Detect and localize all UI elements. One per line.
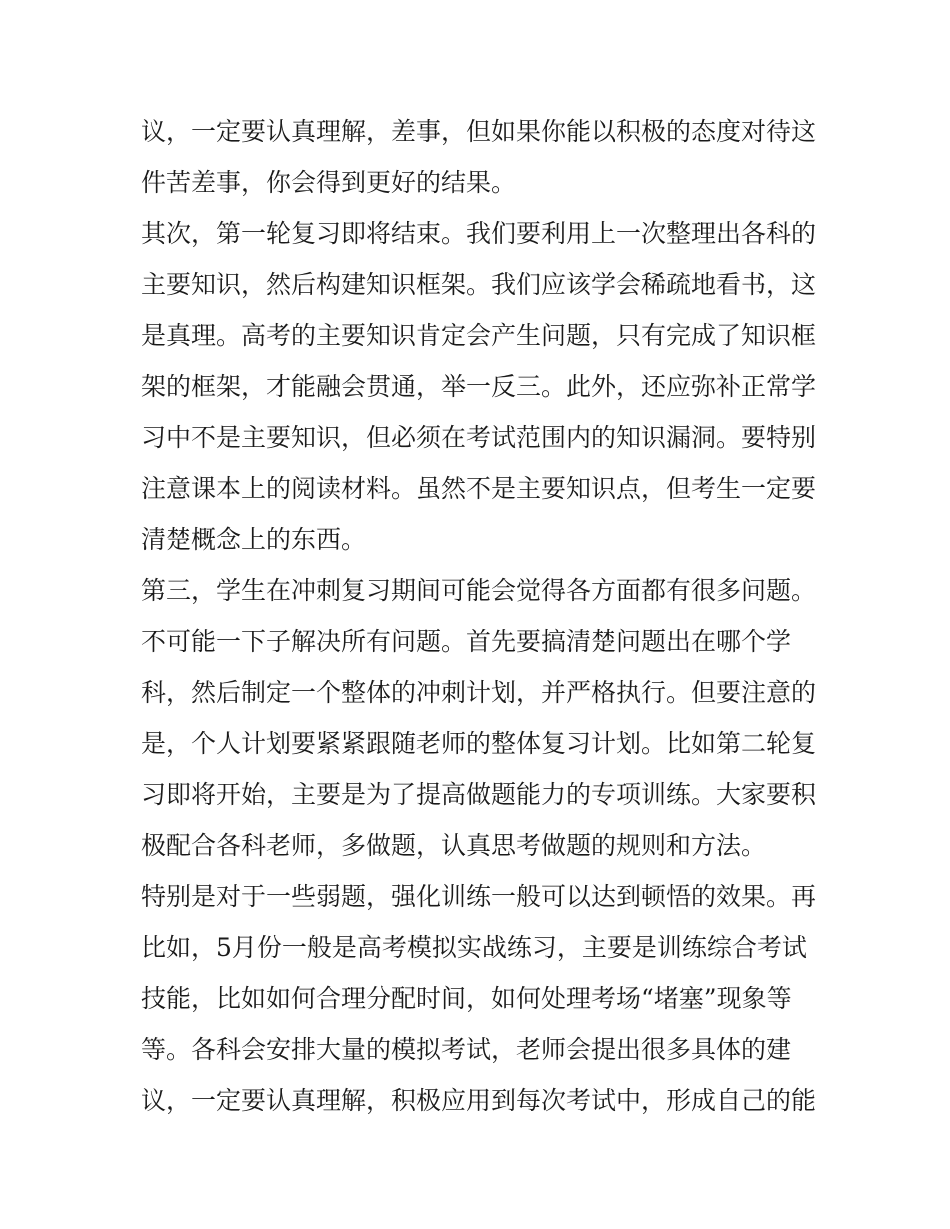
text-line: 不可能一下子解决所有问题。首先要搞清楚问题出在哪个学	[141, 627, 792, 656]
text-line: 习中不是主要知识，但必须在考试范围内的知识漏洞。要特别	[141, 423, 817, 452]
text-line: 第三，学生在冲刺复习期间可能会觉得各方面都有很多问题。	[141, 576, 817, 605]
text-line: 极配合各科老师，多做题，认真思考做题的规则和方法。	[141, 831, 767, 860]
text-line: 技能，比如如何合理分配时间，如何处理考场“堵塞”现象等	[141, 984, 792, 1013]
text-line: 注意课本上的阅读材料。虽然不是主要知识点，但考生一定要	[141, 474, 817, 503]
text-line: 清楚概念上的东西。	[141, 525, 367, 554]
body-text	[141, 106, 821, 1126]
text-line: 其次，第一轮复习即将结束。我们要利用上一次整理出各科的	[141, 219, 817, 248]
text-line: 件苦差事，你会得到更好的结果。	[141, 168, 517, 197]
text-line: 科，然后制定一个整体的冲刺计划，并严格执行。但要注意的	[141, 678, 817, 707]
text-line: 是真理。高考的主要知识肯定会产生问题，只有完成了知识框	[141, 321, 817, 350]
text-line: 特别是对于一些弱题，强化训练一般可以达到顿悟的效果。再	[141, 882, 817, 911]
text-line: 议，一定要认真理解，差事，但如果你能以积极的态度对待这	[141, 117, 817, 146]
text-line: 等。各科会安排大量的模拟考试，老师会提出很多具体的建	[141, 1035, 792, 1064]
text-line: 主要知识，然后构建知识框架。我们应该学会稀疏地看书，这	[141, 270, 817, 299]
text-line: 比如，5月份一般是高考模拟实战练习，主要是训练综合考试	[141, 933, 807, 962]
text-line: 是，个人计划要紧紧跟随老师的整体复习计划。比如第二轮复	[141, 729, 817, 758]
text-line: 架的框架，才能融会贯通，举一反三。此外，还应弥补正常学	[141, 372, 817, 401]
text-line: 议，一定要认真理解，积极应用到每次考试中，形成自己的能	[141, 1086, 817, 1115]
text-line: 习即将开始，主要是为了提高做题能力的专项训练。大家要积	[141, 780, 817, 809]
